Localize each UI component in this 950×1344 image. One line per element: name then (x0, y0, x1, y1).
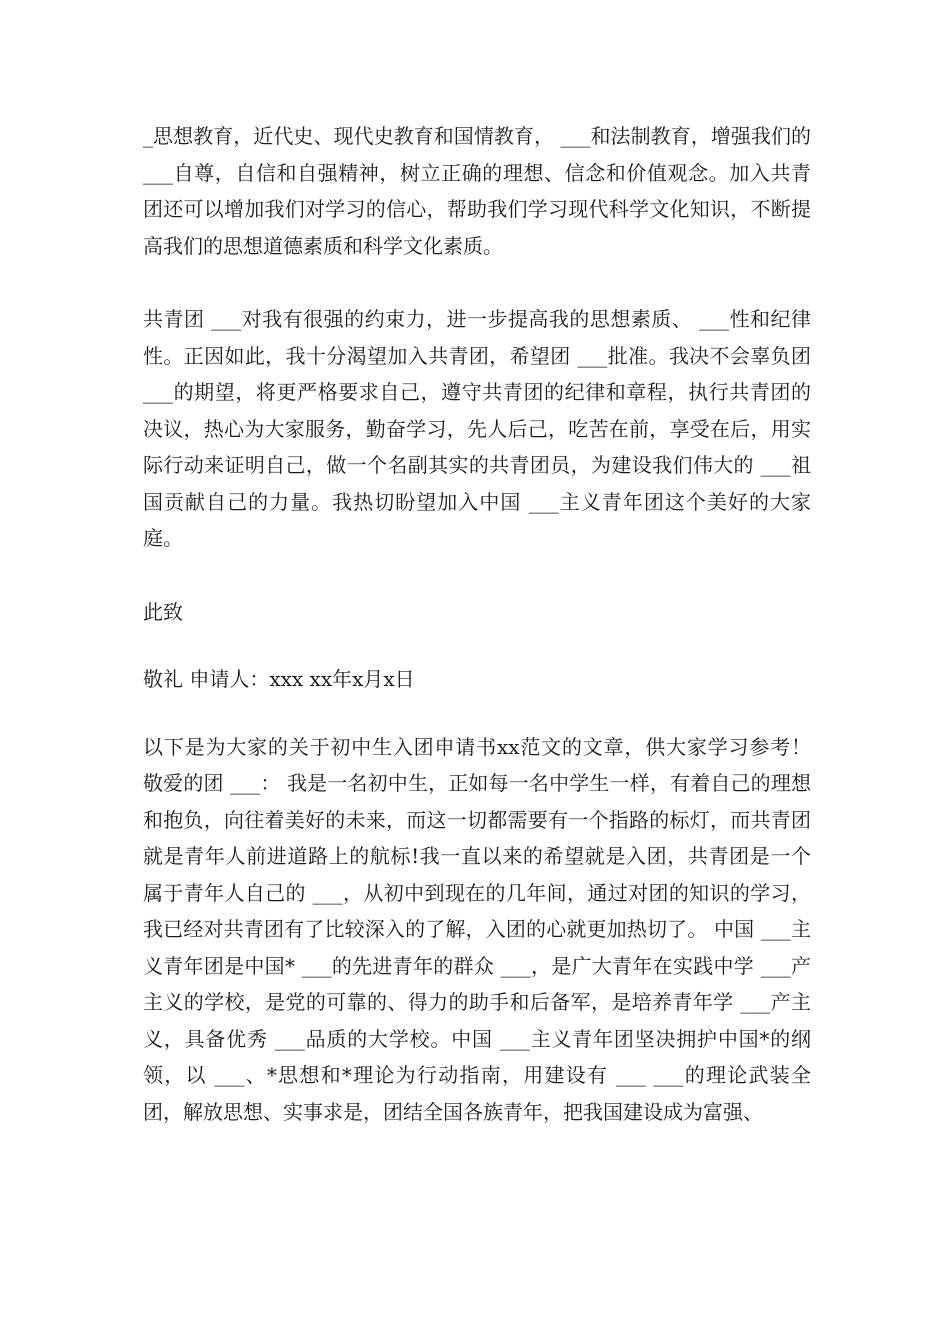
paragraph-intro-application: 以下是为大家的关于初中生入团申请书xx范文的文章，供大家学习参考！ 敬爱的团 ___： 我是一名初中生，正如每一名中学生一样，有着自己的理想和抱负，向往着美好的未来，而这一切都需要有一个指路的标灯，而共青团就是青年人前进道路上的航标!我一直以来的希望就是入团，共青团是一个属于青年人自己的 ___，从初中到现在的几年间，通过对团的知识的学习，我已经对共青团有了比较深入的了解，入团的心就更加热切了。 中国 ___主义青年团是中国* ___的先进青年的群众 ___，是广大青年在实践中学 ___产主义的学校，是党的可靠的、得力的助手和后备军，是培养青年学 ___产主义，具备优秀 ___品质的大学校。中国 ___主义青年团坚决拥护中国*的纲领，以 ___、*思想和*理论为行动指南，用建设有 ___ ___的理论武装全团，解放思想、实事求是，团结全国各族青年，把我国建设成为富强、 (143, 734, 838, 1124)
document-body (143, 118, 838, 1130)
paragraph-closing: 此致 (143, 599, 183, 624)
paragraph-education: _思想教育，近代史、现代史教育和国情教育， ___和法制教育，增强我们的 ___自尊，自信和自强精神，树立正确的理想、信念和价值观念。加入共青团还可以增加我们对学习的信心，帮助我们学习现代科学文化知识，不断提高我们的思想道德素质和科学文化素质。 (143, 124, 811, 258)
paragraph-commitment: 共青团 ___对我有很强的约束力，进一步提高我的思想素质、 ___性和纪律性。正因如此，我十分渴望加入共青团，希望团 ___批准。我决不会辜负团 ___的期望，将更严格要求自己，遵守共青团的纪律和章程，执行共青团的决议，热心为大家服务，勤奋学习，先人后己，吃苦在前，享受在后，用实际行动来证明自己，做一个名副其实的共青团员，为建设我们伟大的 ___祖国贡献自己的力量。我热切盼望加入中国 ___主义青年团这个美好的大家庭。 (143, 307, 811, 550)
paragraph-signature: 敬礼 申请人：xxx xx年x月x日 (143, 667, 415, 691)
